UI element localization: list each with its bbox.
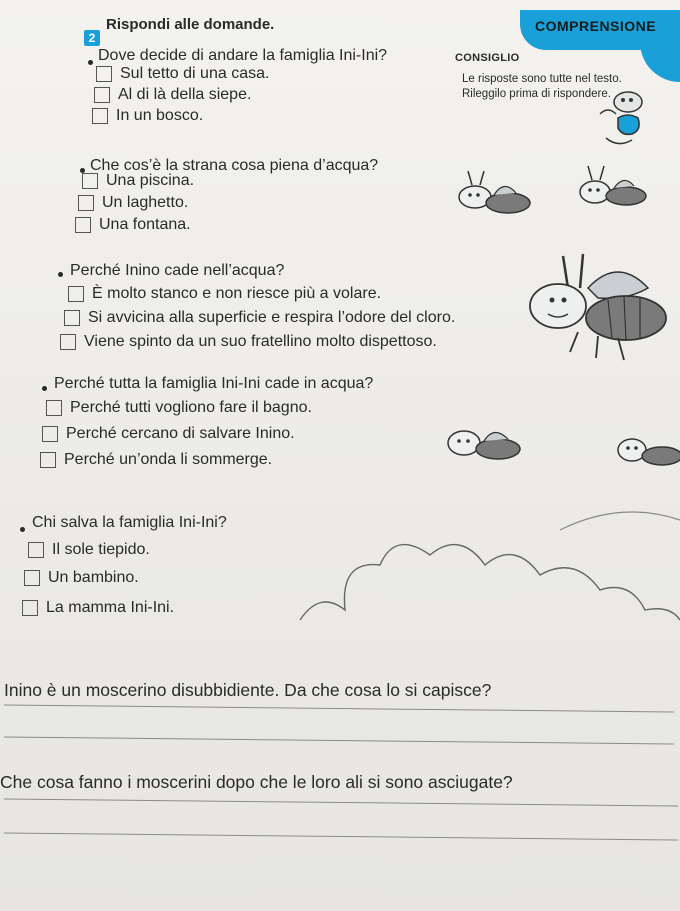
answer-line[interactable] (4, 736, 674, 744)
checkbox[interactable] (28, 542, 44, 558)
checkbox[interactable] (64, 310, 80, 326)
question-1: Dove decide di andare la famiglia Ini-Ini? (98, 47, 388, 64)
small-bug-illustration (440, 415, 530, 475)
bush-illustration (300, 500, 680, 650)
checkbox[interactable] (24, 570, 40, 586)
large-bug-illustration (508, 248, 680, 368)
exercise-number-badge: 2 (84, 30, 100, 46)
exercise-instruction: Rispondi alle domande. (106, 16, 275, 33)
option-4b[interactable]: Perché cercano di salvare Inino. (42, 425, 295, 443)
checkbox[interactable] (60, 334, 76, 350)
option-4a[interactable]: Perché tutti vogliono fare il bagno. (46, 399, 312, 417)
checkbox[interactable] (68, 286, 84, 302)
checkbox[interactable] (82, 173, 98, 189)
checkbox[interactable] (94, 87, 110, 103)
question-bullet (88, 60, 93, 65)
bug-mascot-icon (598, 88, 658, 150)
option-2b[interactable]: Un laghetto. (78, 194, 188, 212)
answer-line[interactable] (4, 832, 678, 840)
question-bullet (20, 527, 25, 532)
small-bug-illustration (450, 165, 540, 225)
option-5a[interactable]: Il sole tiepido. (28, 541, 150, 559)
checkbox[interactable] (40, 452, 56, 468)
option-1c[interactable]: In un bosco. (92, 107, 203, 125)
answer-line[interactable] (4, 798, 678, 806)
option-1a[interactable]: Sul tetto di una casa. (96, 65, 269, 83)
checkbox[interactable] (22, 600, 38, 616)
question-5: Chi salva la famiglia Ini-Ini? (32, 514, 227, 531)
checkbox[interactable] (92, 108, 108, 124)
option-2c[interactable]: Una fontana. (75, 216, 191, 234)
checkbox[interactable] (42, 426, 58, 442)
option-3a[interactable]: È molto stanco e non riesce più a volare. (68, 285, 381, 303)
checkbox[interactable] (96, 66, 112, 82)
option-5b[interactable]: Un bambino. (24, 569, 139, 587)
tip-title: CONSIGLIO (455, 52, 520, 64)
open-question-1: Inino è un moscerino disubbidiente. Da che cosa lo si capisce? (4, 680, 492, 700)
checkbox[interactable] (78, 195, 94, 211)
option-2a[interactable]: Una piscina. (82, 172, 194, 190)
small-bug-illustration (610, 420, 680, 480)
question-bullet (58, 272, 63, 277)
section-label: COMPRENSIONE (535, 18, 657, 34)
question-4: Perché tutta la famiglia Ini-Ini cade in acqua? (54, 375, 374, 392)
small-bug-illustration (570, 160, 660, 220)
option-1b[interactable]: Al di là della siepe. (94, 86, 251, 104)
option-5c[interactable]: La mamma Ini-Ini. (22, 599, 174, 617)
option-3b[interactable]: Si avvicina alla superficie e respira l’odore del cloro. (64, 309, 455, 327)
question-3: Perché Inino cade nell’acqua? (70, 262, 285, 279)
question-bullet (42, 386, 47, 391)
section-tab-curve (640, 40, 680, 82)
tip-text: Le risposte sono tutte nel testo. Rileggilo prima di rispondere. (462, 73, 622, 100)
question-2: Che cos’è la strana cosa piena d’acqua? (90, 157, 379, 174)
checkbox[interactable] (75, 217, 91, 233)
option-3c[interactable]: Viene spinto da un suo fratellino molto dispettoso. (60, 333, 437, 351)
option-4c[interactable]: Perché un’onda li sommerge. (40, 451, 272, 469)
open-question-2: Che cosa fanno i moscerini dopo che le loro ali si sono asciugate? (0, 772, 513, 792)
checkbox[interactable] (46, 400, 62, 416)
answer-line[interactable] (4, 704, 674, 712)
